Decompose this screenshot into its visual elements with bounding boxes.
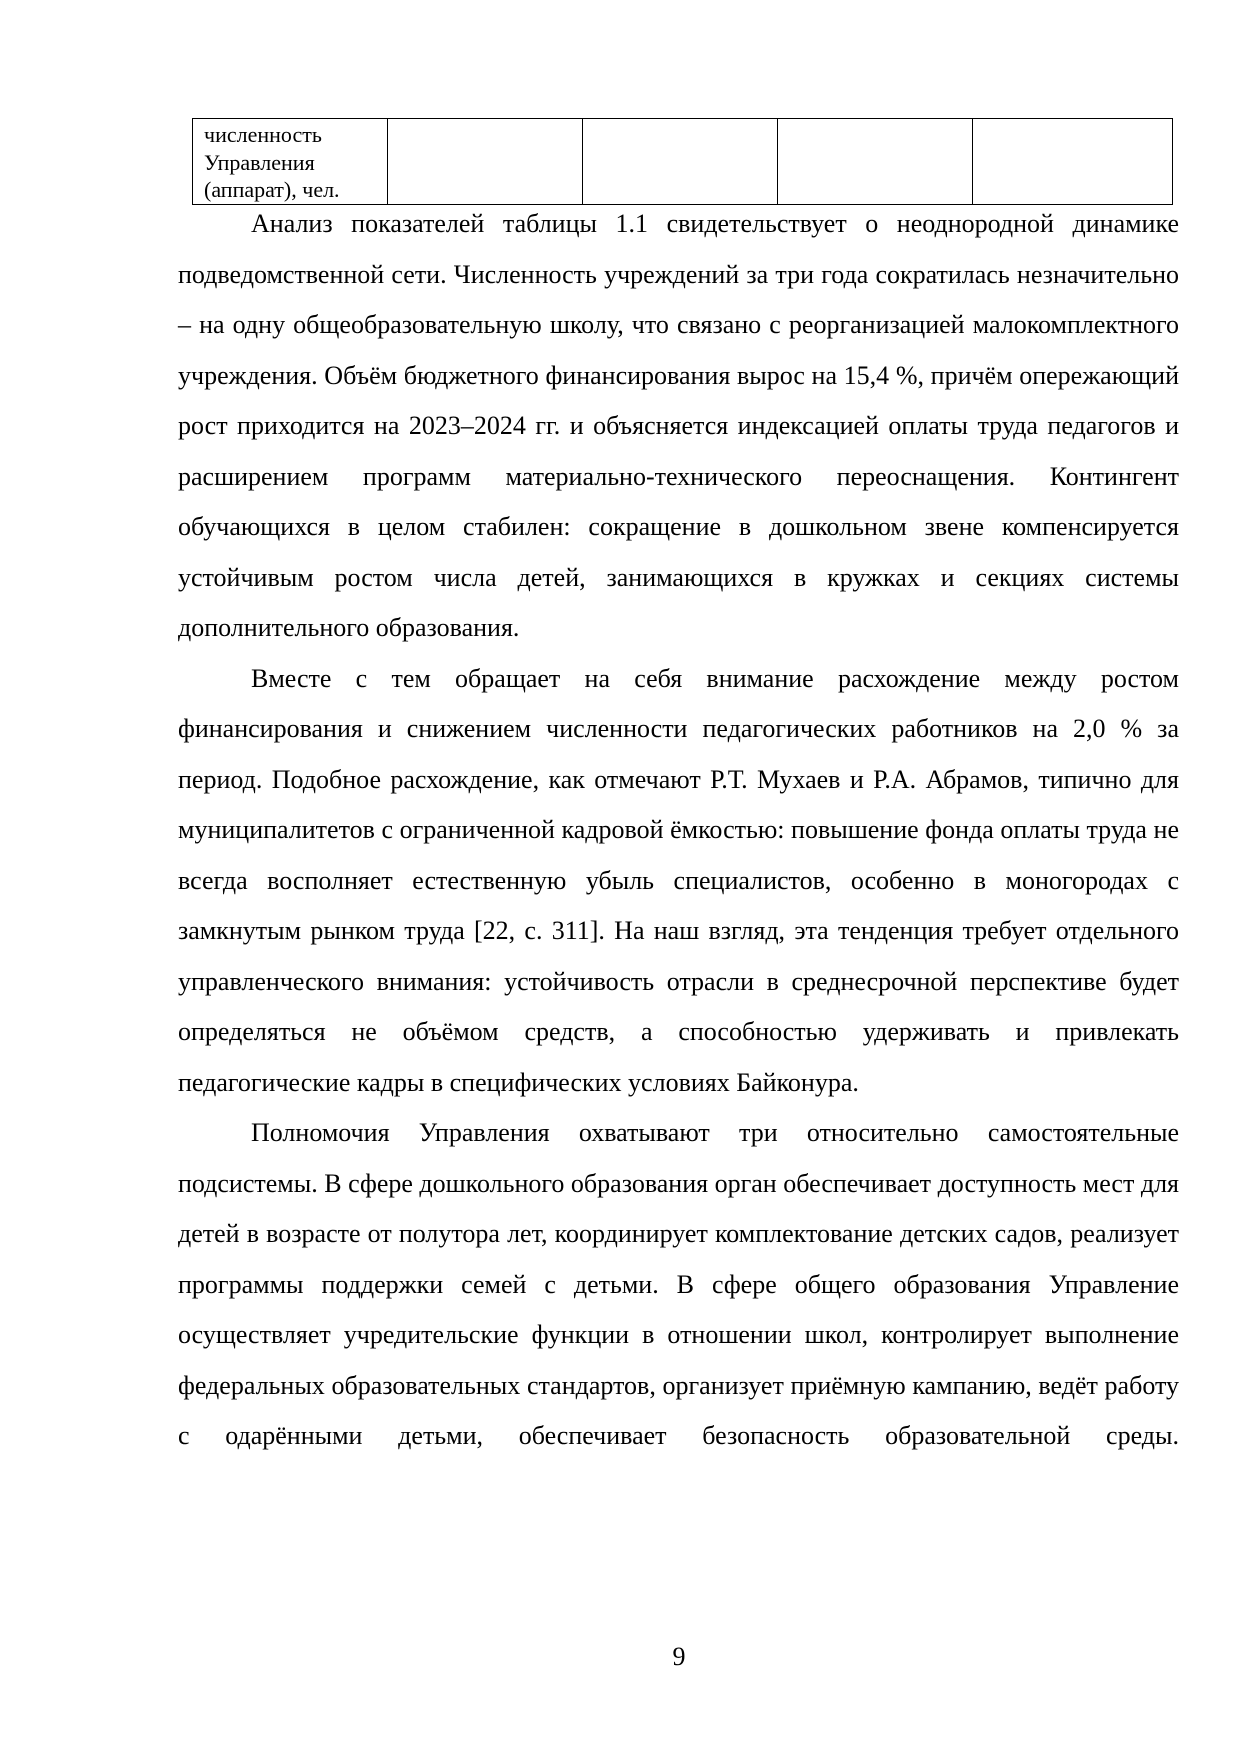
table-cell: [778, 119, 973, 205]
paragraph: Анализ показателей таблицы 1.1 свидетельствует о неоднородной динамике подведомственной сети. Численность учреждений за три года сократилась незначительно – на одну общеобразовательную школу, что связано с реорганизацией малокомплектного учреждения. Объём бюджетного финансирования вырос на 15,4 %, причём опережающий рост приходится на 2023–2024 гг. и объясняется индексацией оплаты труда педагогов и расширением программ материально-технического переоснащения. Контингент обучающихся в целом стабилен: сокращение в дошкольном звене компенсируется устойчивым ростом числа детей, занимающихся в кружках и секциях системы дополнительного образования.: [178, 209, 1179, 642]
row-label-line: Управления: [204, 149, 315, 175]
page-number: 9: [672, 1642, 686, 1671]
row-label-line: (аппарат), чел.: [204, 177, 340, 202]
table-continuation: [192, 118, 1173, 205]
table-cell: [973, 119, 1173, 205]
paragraph: Полномочия Управления охватывают три относительно самостоятельные подсистемы. В сфере дошкольного образования орган обеспечивает доступность мест для детей в возрасте от полутора лет, координирует комплектование детских садов, реализует программы поддержки семей с детьми. В сфере общего образования Управление осуществляет учредительские функции в отношении школ, контролирует выполнение федеральных образовательных стандартов, организует приёмную кампанию, ведёт работу с одарёнными детьми, обеспечивает безопасность образовательной среды.: [178, 1118, 1179, 1450]
table-cell-label: [193, 119, 388, 205]
row-label: [193, 119, 387, 204]
body-text: [178, 199, 1179, 1462]
table-cell: [388, 119, 583, 205]
row-label-line: численность: [204, 122, 322, 147]
table-cell: [583, 119, 778, 205]
table-row: [193, 119, 1173, 205]
paragraph: Вместе с тем обращает на себя внимание расхождение между ростом финансирования и снижением численности педагогических работников на 2,0 % за период. Подобное расхождение, как отмечают Р.Т. Мухаев и Р.А. Абрамов, типично для муниципалитетов с ограниченной кадровой ёмкостью: повышение фонда оплаты труда не всегда восполняет естественную убыль специалистов, особенно в моногородах с замкнутым рынком труда [22, с. 311]. На наш взгляд, эта тенденция требует отдельного управленческого внимания: устойчивость отрасли в среднесрочной перспективе будет определяться не объёмом средств, а способностью удерживать и привлекать педагогические кадры в специфических условиях Байконура.: [178, 663, 1179, 1097]
